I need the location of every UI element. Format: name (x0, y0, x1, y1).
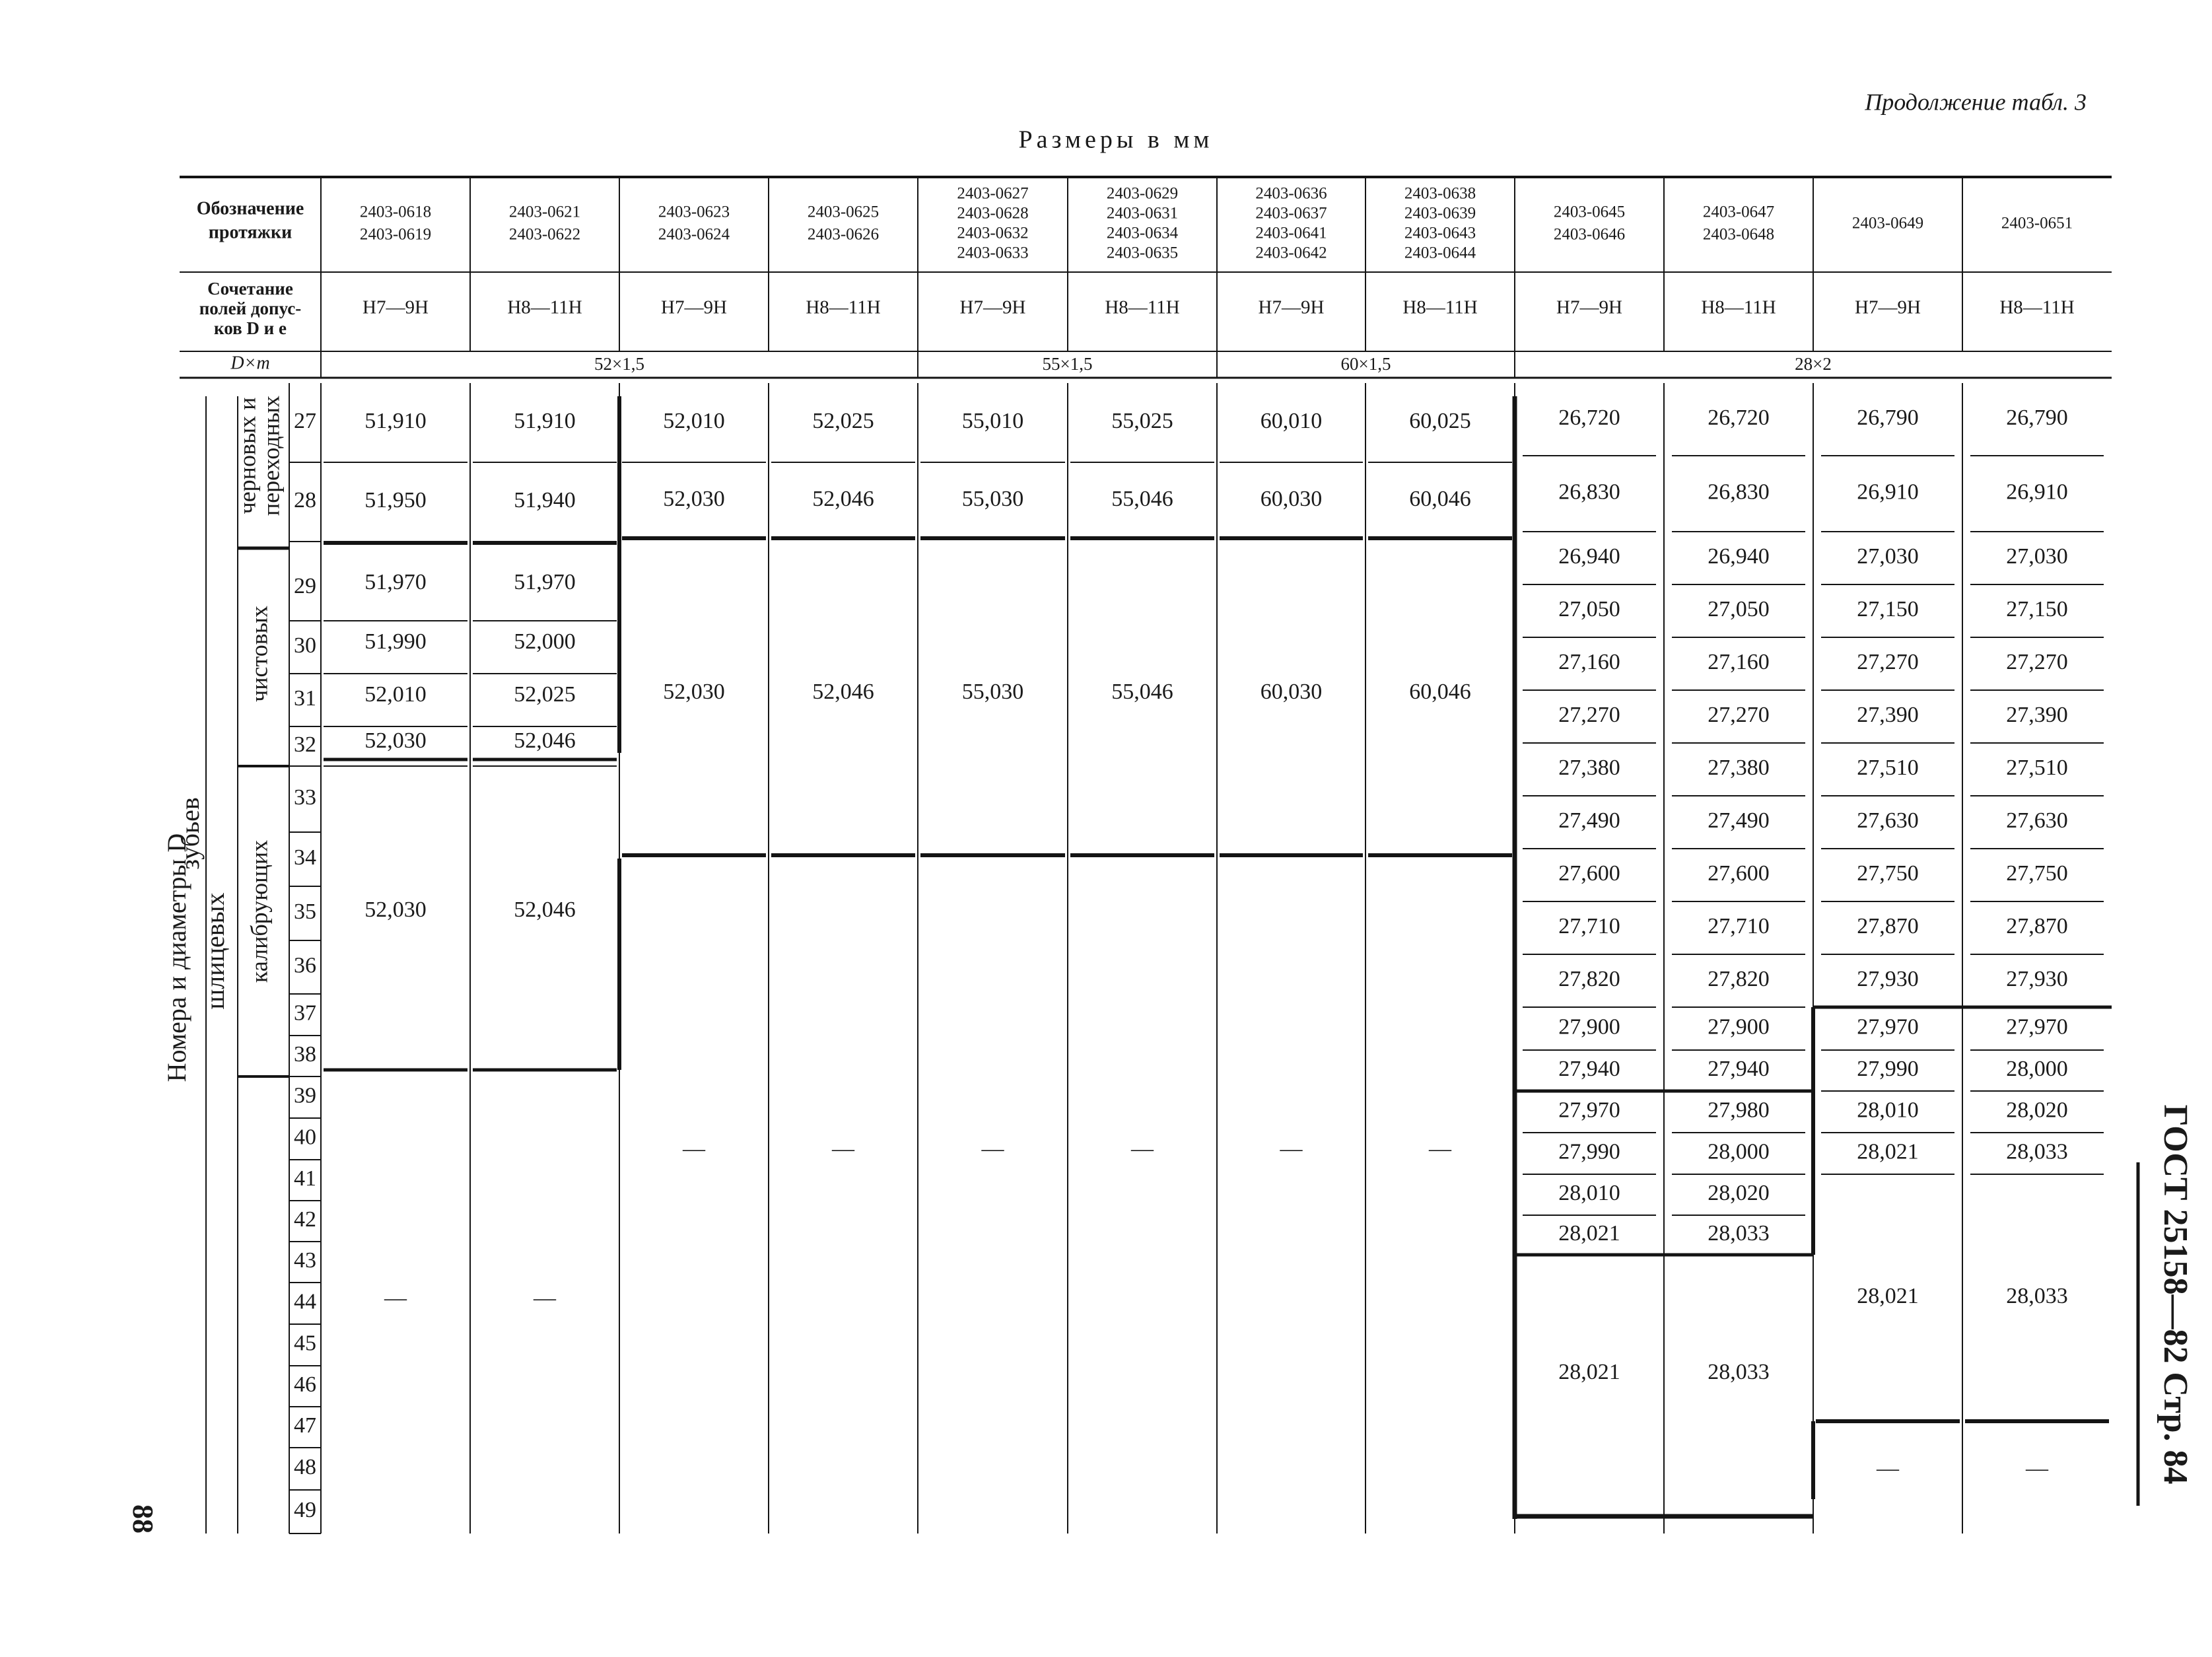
tooth-number: 46 (294, 1372, 316, 1397)
table-cell-text: 28,033 (2006, 1283, 2068, 1308)
group-finish-label: чистовых (246, 606, 273, 702)
table-cell-text: — (2026, 1456, 2048, 1481)
table-cell-text: 52,046 (514, 728, 576, 753)
table-cell-text: 27,930 (1857, 966, 1919, 991)
tolerance-value: H7—9H (1258, 297, 1325, 318)
table-cell-text: 52,046 (514, 897, 576, 922)
tolerance-value: H8—11H (507, 297, 582, 318)
table-cell-text: — (981, 1136, 1004, 1161)
table-cell-text: — (1429, 1136, 1451, 1161)
table-cell-text: 27,970 (2006, 1014, 2068, 1040)
tooth-number: 49 (294, 1497, 316, 1522)
designation-code: 2403-0645 (1553, 203, 1626, 221)
table-cell-text: 27,980 (1708, 1098, 1770, 1123)
designation-code: 2403-0627 (957, 184, 1029, 203)
table-cell-text: 52,030 (663, 486, 725, 511)
dxm-group-label: 55×1,5 (1042, 354, 1093, 374)
table-cell-text: 60,025 (1409, 408, 1471, 433)
table-cell-text: 28,033 (1708, 1359, 1770, 1384)
table-cell-text: 52,010 (663, 408, 725, 433)
table-cell-text: 27,380 (1558, 755, 1620, 780)
table-cell-text: 28,020 (1708, 1180, 1770, 1205)
table-cell-text: 27,380 (1708, 755, 1770, 780)
table-cell-text: 27,940 (1558, 1056, 1620, 1081)
designation-code: 2403-0644 (1404, 244, 1476, 262)
page-number: 88 (126, 1504, 159, 1534)
table-cell-text: 52,030 (663, 679, 725, 704)
table-cell-text: 60,030 (1260, 486, 1323, 511)
designation-code: 2403-0648 (1702, 225, 1775, 244)
table-cell-text: 28,021 (1558, 1359, 1620, 1384)
table-cell-text: 60,030 (1260, 679, 1323, 704)
designation-code: 2403-0642 (1255, 244, 1327, 262)
designation-code: 2403-0641 (1255, 224, 1327, 242)
table-cell-text: 27,160 (1708, 649, 1770, 674)
group-rough-label: переходных (258, 395, 285, 516)
tooth-number: 45 (294, 1331, 316, 1356)
table-cell-text: 51,940 (514, 487, 576, 512)
continuation-caption: Продолжение табл. 3 (1865, 88, 2087, 116)
tooth-number: 47 (294, 1413, 316, 1438)
tooth-number: 35 (294, 899, 316, 924)
table-cell-text: 27,750 (2006, 861, 2068, 886)
table-cell-text: 26,790 (1857, 405, 1919, 430)
table-cell-text: 28,010 (1857, 1098, 1919, 1123)
table-cell-text: 28,000 (1708, 1139, 1770, 1164)
table-cell-text: 51,970 (514, 569, 576, 594)
dxm-group-label: 28×2 (1795, 354, 1832, 374)
designation-code: 2403-0629 (1106, 184, 1179, 203)
table-cell-text: 27,630 (1857, 808, 1919, 833)
axis-spline-label: шлицевых (200, 892, 230, 1010)
tooth-number: 38 (294, 1041, 316, 1067)
tolerance-value: H8—11H (1105, 297, 1180, 318)
table-rules (180, 177, 2138, 1534)
table-cell-text: 55,030 (961, 486, 1024, 511)
table-cell-text: 28,000 (2006, 1056, 2068, 1081)
table-cell-text: 55,030 (961, 679, 1024, 704)
tooth-number: 43 (294, 1248, 316, 1273)
designation-code: 2403-0632 (957, 224, 1029, 242)
units-caption: Размеры в мм (1018, 125, 1214, 154)
table-cell-text: — (832, 1136, 854, 1161)
designation-code: 2403-0635 (1106, 244, 1179, 262)
designation-code: 2403-0619 (359, 225, 432, 244)
axis-main-label: Номера и диаметры D (162, 833, 192, 1082)
table-cell-text: 52,000 (514, 629, 576, 654)
table-cell-text: 52,030 (364, 897, 427, 922)
table-cell-text: 28,033 (1708, 1220, 1770, 1246)
tooth-number: 39 (294, 1083, 316, 1108)
table-cell-text: 27,710 (1708, 913, 1770, 938)
table-cell-text: 27,710 (1558, 913, 1620, 938)
table-cell-text: 52,046 (812, 486, 874, 511)
table-cell-text: 51,910 (364, 408, 427, 433)
table-cell-text: 27,970 (1558, 1098, 1620, 1123)
table-cell-text: 27,870 (2006, 913, 2068, 938)
table-cell-text: 60,046 (1409, 679, 1471, 704)
table-cell-text: 27,160 (1558, 649, 1620, 674)
table-cell-text: 27,490 (1708, 808, 1770, 833)
table-cell-text: 26,720 (1558, 405, 1620, 430)
group-rough-label: черновых и (234, 397, 261, 514)
table-cell-text: 52,025 (812, 408, 874, 433)
tolerance-header: полей допус- (199, 299, 302, 319)
table-cell-text: — (1280, 1136, 1303, 1161)
tolerance-value: H8—11H (1402, 297, 1478, 318)
designation-code: 2403-0643 (1404, 224, 1476, 242)
designation-code: 2403-0634 (1106, 224, 1179, 242)
table-cell-text: 27,270 (1558, 702, 1620, 727)
tooth-number: 29 (294, 573, 316, 598)
table-cell-text: 26,790 (2006, 405, 2068, 430)
tolerance-header: ков D и e (214, 318, 287, 339)
group-calib-label: калибрующих (246, 839, 273, 983)
tooth-number: 36 (294, 953, 316, 978)
table-cell-text: 26,830 (1558, 479, 1620, 505)
tolerance-value: H7—9H (1556, 297, 1622, 318)
table-cell-text: 27,630 (2006, 808, 2068, 833)
table-cell-text: 26,910 (2006, 479, 2068, 505)
tolerance-value: H7—9H (959, 297, 1026, 318)
table-cell-text: 60,010 (1260, 408, 1323, 433)
table-cell-text: — (384, 1285, 407, 1310)
designation-code: 2403-0651 (2001, 214, 2073, 232)
tooth-number: 48 (294, 1454, 316, 1479)
axis-tail-label: зубьев (175, 797, 205, 870)
designation-header: Обозначение (196, 198, 304, 219)
table-cell-text: 60,046 (1409, 486, 1471, 511)
table-cell-text: 55,025 (1111, 408, 1173, 433)
tooth-number: 44 (294, 1289, 316, 1314)
designation-code: 2403-0624 (658, 225, 730, 244)
table-cell-text: 55,010 (961, 408, 1024, 433)
tooth-number: 31 (294, 686, 316, 711)
table-cell-text: 55,046 (1111, 486, 1173, 511)
table-cell-text: 52,010 (364, 682, 427, 707)
tooth-number: 27 (294, 408, 316, 433)
tolerance-value: H7—9H (363, 297, 429, 318)
table-cell-text: 55,046 (1111, 679, 1173, 704)
table-cell-text: 26,940 (1558, 544, 1620, 569)
designation-code: 2403-0649 (1851, 214, 1924, 232)
tooth-number: 28 (294, 487, 316, 512)
table-cell-text: 27,820 (1558, 966, 1620, 991)
designation-code: 2403-0631 (1106, 204, 1179, 223)
table-cell-text: 27,970 (1857, 1014, 1919, 1040)
tooth-number: 32 (294, 732, 316, 757)
designation-code: 2403-0647 (1702, 203, 1775, 221)
table-cell-text: — (683, 1136, 705, 1161)
table-cell-text: 28,033 (2006, 1139, 2068, 1164)
table-cell-text: 27,270 (2006, 649, 2068, 674)
table-cell-text: 52,030 (364, 728, 427, 753)
table-cell-text: 27,870 (1857, 913, 1919, 938)
table-cell-text: 52,025 (514, 682, 576, 707)
tolerance-value: H8—11H (1701, 297, 1776, 318)
table-cell-text: 52,046 (812, 679, 874, 704)
table-cell-text: 26,830 (1708, 479, 1770, 505)
designation-code: 2403-0622 (508, 225, 581, 244)
designation-code: 2403-0638 (1404, 184, 1476, 203)
designation-code: 2403-0636 (1255, 184, 1327, 203)
tolerance-header: Сочетание (207, 279, 293, 299)
table-cell-text: 51,950 (364, 487, 427, 512)
designation-code: 2403-0621 (508, 203, 581, 221)
table-cell-text: 28,021 (1558, 1220, 1620, 1246)
table-cell-text: 26,940 (1708, 544, 1770, 569)
designation-code: 2403-0618 (359, 203, 432, 221)
table-cell-text: 28,020 (2006, 1098, 2068, 1123)
designation-code: 2403-0625 (807, 203, 880, 221)
table-cell-text: 27,900 (1708, 1014, 1770, 1040)
table-cell-text: 27,390 (2006, 702, 2068, 727)
tooth-number: 30 (294, 633, 316, 658)
table-cell-text: 26,910 (1857, 479, 1919, 505)
table-cell-text: 27,510 (1857, 755, 1919, 780)
tooth-number: 41 (294, 1166, 316, 1191)
table-cell-text: 51,990 (364, 629, 427, 654)
dxm-group-label: 60×1,5 (1340, 354, 1391, 374)
table-cell-text: 27,270 (1708, 702, 1770, 727)
table-cell-text: — (534, 1285, 556, 1310)
table-cell-text: 27,820 (1708, 966, 1770, 991)
dxm-group-label: 52×1,5 (594, 354, 644, 374)
table-cell-text: 27,510 (2006, 755, 2068, 780)
tooth-number: 40 (294, 1125, 316, 1150)
table-cell-text: 51,910 (514, 408, 576, 433)
table-cell-text: 28,010 (1558, 1180, 1620, 1205)
table-cell-text: 27,600 (1558, 861, 1620, 886)
table-cell-text: 27,940 (1708, 1056, 1770, 1081)
tooth-number: 34 (294, 845, 316, 870)
table-cell-text: — (1131, 1136, 1154, 1161)
table-cell-text: 27,050 (1558, 596, 1620, 621)
table-cell-text: 27,750 (1857, 861, 1919, 886)
tooth-number: 37 (294, 1001, 316, 1026)
table-cell-text: 27,150 (1857, 596, 1919, 621)
table-cell-text: 27,150 (2006, 596, 2068, 621)
table-cell-text: 28,021 (1857, 1283, 1919, 1308)
table-cell-text: 27,030 (2006, 544, 2068, 569)
designation-header: протяжки (208, 222, 293, 243)
gost-side-label: ГОСТ 25158—82 Стр. 84 (2157, 1104, 2195, 1485)
table-cell-text: 27,030 (1857, 544, 1919, 569)
table-cell-text: 51,970 (364, 569, 427, 594)
designation-code: 2403-0623 (658, 203, 730, 221)
tooth-number: 33 (294, 785, 316, 810)
table-cell-text: 27,600 (1708, 861, 1770, 886)
table-cell-text: — (1877, 1456, 1899, 1481)
designation-code: 2403-0637 (1255, 204, 1327, 223)
table-cell-text: 27,050 (1708, 596, 1770, 621)
table-cell-text: 27,270 (1857, 649, 1919, 674)
table-cell-text: 27,390 (1857, 702, 1919, 727)
designation-code: 2403-0628 (957, 204, 1029, 223)
table-cell-text: 26,720 (1708, 405, 1770, 430)
designation-code: 2403-0639 (1404, 204, 1476, 223)
table-cell-text: 27,930 (2006, 966, 2068, 991)
dxm-header: D×m (230, 353, 270, 374)
tolerance-value: H8—11H (1999, 297, 2075, 318)
designation-code: 2403-0626 (807, 225, 880, 244)
designation-code: 2403-0633 (957, 244, 1029, 262)
tolerance-value: H7—9H (1855, 297, 1921, 318)
table-cell-text: 27,490 (1558, 808, 1620, 833)
table-cell-text: 28,021 (1857, 1139, 1919, 1164)
table-cell-text: 27,900 (1558, 1014, 1620, 1040)
table-cell-text: 27,990 (1558, 1139, 1620, 1164)
designation-code: 2403-0646 (1553, 225, 1626, 244)
table-cell-text: 27,990 (1857, 1056, 1919, 1081)
tooth-number: 42 (294, 1207, 316, 1232)
tolerance-value: H8—11H (806, 297, 881, 318)
tolerance-value: H7—9H (661, 297, 727, 318)
table-texts (127, 88, 2194, 1534)
